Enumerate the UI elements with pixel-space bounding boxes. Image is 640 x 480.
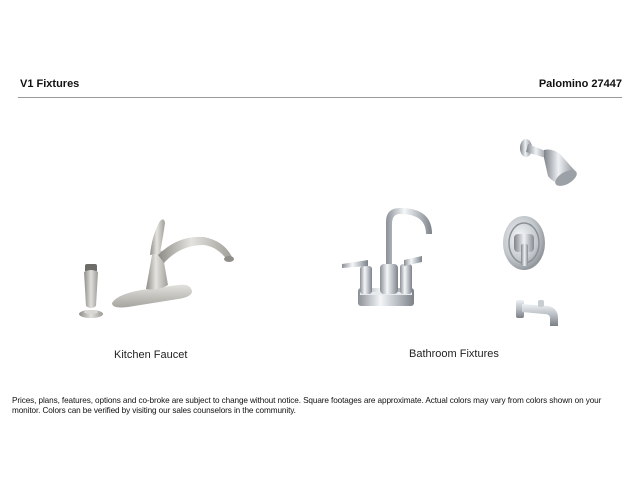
kitchen-faucet-image	[108, 215, 238, 315]
page-title: V1 Fixtures	[20, 78, 80, 90]
side-sprayer-image	[76, 262, 106, 322]
tub-spout-image	[514, 296, 562, 328]
kitchen-faucet-caption: Kitchen Faucet	[114, 349, 188, 361]
header-divider	[18, 97, 622, 98]
bathroom-faucet-image	[342, 204, 438, 312]
shower-head-image	[518, 134, 580, 190]
plan-name: Palomino 27447	[538, 78, 622, 90]
bathroom-fixtures-caption: Bathroom Fixtures	[409, 348, 499, 360]
shower-valve-trim-image	[501, 214, 547, 272]
disclaimer-text: Prices, plans, features, options and co-broke are subject to change without notice. Square footages are approximate. Actual colors may vary from colors shown on your monitor. Colors can be verified by visiting our sales counselors in the community.	[12, 396, 602, 415]
